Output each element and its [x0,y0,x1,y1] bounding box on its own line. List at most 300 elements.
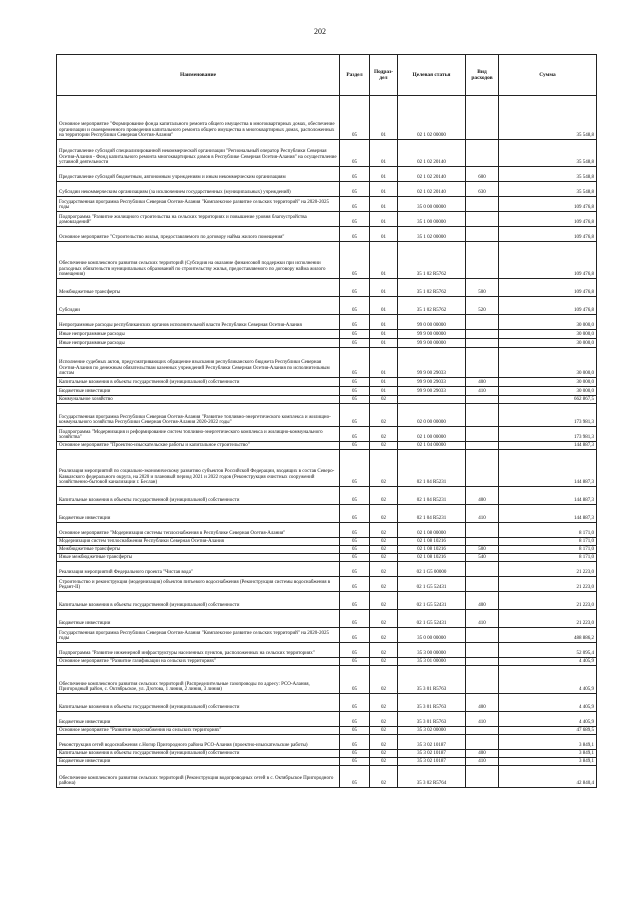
cell-section: 05 [340,505,370,523]
cell-subsection: 02 [370,546,398,554]
cell-section: 05 [340,279,370,297]
cell-subsection: 01 [370,387,398,396]
cell-name: Непрограммные расходы республиканских органов исполнительной власти Республики Северная Осетия-Алания [57,315,340,330]
table-row [57,404,597,427]
table-row [57,735,597,750]
table-header-row [57,55,597,96]
cell-target-article: 35 3 02 10187 [398,735,466,750]
cell-name: Подпрограмма "Развитие инженерной инфраструктуры населенных пунктов, расположенных на сельских территориях" [57,643,340,658]
cell-name: Государственная программа Республики Северная Осетия-Алания "Комплексное развитие сельских территорий" на 2020-2025 годы [57,197,340,212]
cell-expense-type: 540 [466,554,499,562]
cell-section: 05 [340,643,370,658]
header-section: Раздел [340,55,370,96]
cell-name: Межбюджетные трансферты [57,546,340,554]
cell-name: Капитальные вложения в объекты государственной (муниципальной) собственности [57,378,340,387]
cell-section: 05 [340,197,370,212]
cell-subsection: 01 [370,315,398,330]
cell-target-article: 35 0 00 00000 [398,628,466,643]
cell-target-article: 35 3 01 R5763 [398,666,466,694]
cell-section: 05 [340,96,370,140]
cell-target-article: 35 3 01 R5763 [398,694,466,712]
cell-name: Исполнение судебных актов, предусматривающих обращение взыскания республиканского бюджета Республики Северная Осетия-Алания по денежным обязательствам казенных учреждений Республики Северная Осетия-Алания по исполнительным листам [57,348,340,378]
cell-subsection: 02 [370,554,398,562]
cell-expense-type [466,212,499,227]
cell-expense-type [466,666,499,694]
cell-target-article: 02 1 G5 00000 [398,562,466,577]
cell-target-article: 02 1 G5 52431 [398,577,466,592]
cell-target-article: 02 1 08 00000 [398,523,466,538]
cell-expense-type [466,450,499,487]
cell-subsection: 02 [370,766,398,788]
cell-expense-type: 600 [466,167,499,182]
cell-amount: 30 000,0 [499,387,597,396]
cell-section: 05 [340,712,370,727]
cell-amount: 144 887,3 [499,442,597,450]
cell-section: 05 [340,396,370,404]
cell-amount: 30 000,0 [499,315,597,330]
cell-subsection: 02 [370,712,398,727]
cell-amount: 662 867,5 [499,396,597,404]
cell-section: 05 [340,378,370,387]
cell-expense-type [466,538,499,546]
cell-subsection: 02 [370,487,398,505]
cell-subsection: 01 [370,279,398,297]
cell-amount: 30 000,0 [499,339,597,348]
cell-name: Субсидии некоммерческим организациям (за исключением государственных (муниципальных) учреждений) [57,182,340,197]
cell-target-article: 35 3 02 10187 [398,758,466,766]
cell-amount: 30 000,0 [499,348,597,378]
cell-expense-type [466,427,499,442]
cell-expense-type [466,339,499,348]
cell-expense-type [466,348,499,378]
cell-target-article: 02 1 08 10216 [398,538,466,546]
cell-amount: 42 840,4 [499,766,597,788]
cell-section: 05 [340,315,370,330]
cell-amount: 8 171,0 [499,554,597,562]
table-row [57,666,597,694]
cell-section: 05 [340,628,370,643]
cell-amount: 109 476,8 [499,297,597,315]
cell-expense-type [466,404,499,427]
cell-target-article: 02 1 04 R5231 [398,505,466,523]
cell-expense-type [466,330,499,339]
cell-amount: 4 405,9 [499,712,597,727]
cell-target-article: 02 1 00 00000 [398,427,466,442]
cell-name: Коммунальное хозяйство [57,396,340,404]
table-row [57,297,597,315]
cell-amount: 30 000,0 [499,330,597,339]
cell-section: 05 [340,538,370,546]
cell-name: Бюджетные инвестиции [57,712,340,727]
cell-expense-type [466,96,499,140]
cell-subsection: 02 [370,727,398,735]
cell-subsection: 01 [370,197,398,212]
cell-subsection: 02 [370,450,398,487]
cell-name: Государственная программа Республики Северная Осетия-Алания "Развитие топливно-энергетического комплекса и жилищно-коммунального хозяйства Республики Северная Осетия-Алания 2020-2022 годы" [57,404,340,427]
cell-section: 05 [340,727,370,735]
cell-expense-type [466,658,499,666]
cell-expense-type: 410 [466,712,499,727]
cell-target-article: 35 3 02 10187 [398,750,466,758]
cell-subsection: 02 [370,658,398,666]
cell-target-article: 35 1 02 R5762 [398,297,466,315]
cell-target-article: 35 3 02 00000 [398,727,466,735]
cell-subsection: 02 [370,538,398,546]
cell-amount: 21 223,0 [499,610,597,628]
cell-section: 05 [340,297,370,315]
cell-section: 05 [340,694,370,712]
table-row [57,727,597,735]
cell-target-article: 99 9 00 00000 [398,339,466,348]
cell-target-article: 02 1 02 20140 [398,167,466,182]
cell-section: 05 [340,562,370,577]
cell-name: Государственная программа Республики Северная Осетия-Алания "Комплексное развитие сельских территорий" на 2020-2025 годы [57,628,340,643]
cell-target-article: 02 1 02 20140 [398,140,466,167]
cell-expense-type [466,227,499,242]
cell-name: Основное мероприятие "Развитие газификации на сельских территориях" [57,658,340,666]
cell-subsection: 02 [370,628,398,643]
cell-target-article: 02 1 04 R5231 [398,450,466,487]
cell-name: Подпрограмма "Модернизация и реформирование систем топливно-энергетического комплекса и жилищно-коммунального хозяйства" [57,427,340,442]
cell-target-article: 02 1 04 R5231 [398,487,466,505]
table-row [57,140,597,167]
table-row [57,766,597,788]
table-row [57,450,597,487]
cell-name: Предоставление субсидий бюджетным, автономным учреждениям и иным некоммерческим организациям [57,167,340,182]
cell-section: 05 [340,766,370,788]
table-row [57,487,597,505]
cell-subsection: 02 [370,750,398,758]
cell-subsection: 01 [370,330,398,339]
cell-amount: 109 476,8 [499,227,597,242]
cell-target-article [398,396,466,404]
cell-name: Реализация мероприятий Федерального проекта "Чистая вода" [57,562,340,577]
cell-expense-type [466,628,499,643]
cell-amount: 144 887,3 [499,505,597,523]
cell-subsection: 02 [370,666,398,694]
cell-section: 05 [340,450,370,487]
page-number: 202 [314,27,326,36]
cell-expense-type [466,442,499,450]
table-row [57,167,597,182]
header-name: Наименование [57,55,340,96]
cell-expense-type: 500 [466,546,499,554]
cell-section: 05 [340,140,370,167]
cell-name: Капитальные вложения в объекты государственной (муниципальной) собственности [57,750,340,758]
cell-subsection: 01 [370,140,398,167]
cell-name: Реконструкция сетей водоснабжения с.Ногир Пригородного района РСО-Алания (проектно-изыскательские работы) [57,735,340,750]
cell-section: 05 [340,387,370,396]
budget-table [56,54,597,788]
cell-subsection: 02 [370,735,398,750]
cell-section: 05 [340,227,370,242]
cell-amount: 35 548,8 [499,140,597,167]
cell-name: Иные межбюджетные трансферты [57,554,340,562]
cell-section: 05 [340,610,370,628]
cell-subsection: 02 [370,610,398,628]
cell-amount: 30 000,0 [499,378,597,387]
cell-amount: 173 981,3 [499,404,597,427]
table-row [57,628,597,643]
cell-target-article: 35 3 01 00000 [398,658,466,666]
table-row [57,505,597,523]
cell-amount: 173 981,3 [499,427,597,442]
cell-target-article: 02 1 G5 52431 [398,610,466,628]
table-row [57,227,597,242]
table-row [57,523,597,538]
table-row [57,378,597,387]
cell-subsection: 02 [370,505,398,523]
cell-target-article: 99 9 00 29033 [398,378,466,387]
cell-expense-type: 520 [466,297,499,315]
table-row [57,546,597,554]
table-row [57,348,597,378]
cell-name: Капитальные вложения в объекты государственной (муниципальной) собственности [57,592,340,610]
table-row [57,577,597,592]
cell-target-article: 02 0 00 00000 [398,404,466,427]
table-row [57,96,597,140]
cell-name: Бюджетные инвестиции [57,505,340,523]
cell-expense-type: 500 [466,279,499,297]
cell-amount: 3 849,1 [499,750,597,758]
cell-amount: 4 405,9 [499,658,597,666]
cell-subsection: 02 [370,694,398,712]
cell-expense-type [466,577,499,592]
table-row [57,592,597,610]
cell-name: Основное мероприятие "Развитие водоснабжения на сельских территориях" [57,727,340,735]
cell-target-article: 35 1 00 00000 [398,212,466,227]
cell-amount: 47 689,5 [499,727,597,735]
cell-amount: 4 405,9 [499,666,597,694]
table-body [57,96,597,788]
cell-subsection: 01 [370,212,398,227]
cell-subsection: 01 [370,297,398,315]
cell-expense-type [466,140,499,167]
table-row [57,315,597,330]
cell-subsection: 01 [370,167,398,182]
table-row [57,562,597,577]
cell-target-article: 99 0 00 00000 [398,315,466,330]
cell-amount: 109 476,8 [499,242,597,279]
cell-name: Бюджетные инвестиции [57,387,340,396]
cell-expense-type [466,197,499,212]
table-row [57,658,597,666]
cell-target-article: 35 1 02 00000 [398,227,466,242]
cell-amount: 21 223,0 [499,592,597,610]
cell-amount: 8 171,0 [499,523,597,538]
cell-amount: 109 476,8 [499,197,597,212]
cell-subsection: 01 [370,378,398,387]
cell-expense-type: 630 [466,182,499,197]
cell-target-article: 99 9 00 29033 [398,348,466,378]
cell-target-article: 02 1 04 00000 [398,442,466,450]
cell-target-article: 35 3 00 00000 [398,643,466,658]
cell-amount: 488 886,2 [499,628,597,643]
cell-section: 05 [340,404,370,427]
cell-name: Обеспечение комплексного развития сельских территорий (Реконструкция водопроводных сетей в с. Октябрьское Пригородного района) [57,766,340,788]
header-subsection: Подраз-дел [370,55,398,96]
table-row [57,694,597,712]
cell-expense-type [466,643,499,658]
header-amount: Сумма [499,55,597,96]
cell-subsection: 01 [370,182,398,197]
cell-amount: 3 849,1 [499,758,597,766]
cell-expense-type: 410 [466,387,499,396]
cell-section: 05 [340,182,370,197]
cell-name: Капитальные вложения в объекты государственной (муниципальной) собственности [57,487,340,505]
cell-amount: 21 223,0 [499,562,597,577]
cell-amount: 109 476,8 [499,279,597,297]
cell-name: Иные непрограммные расходы [57,339,340,348]
cell-amount: 35 548,8 [499,182,597,197]
cell-section: 05 [340,523,370,538]
cell-name: Обеспечение комплексного развития сельских территорий (Распределительные газопроводы по адресу: РСО-Алания, Пригородный район, с. Октябрьское, ул. Дзотова, 1 линия, 2 линия, 3 линия) [57,666,340,694]
cell-expense-type [466,766,499,788]
cell-section: 05 [340,546,370,554]
cell-expense-type [466,562,499,577]
cell-target-article: 35 3 02 R5764 [398,766,466,788]
cell-subsection: 01 [370,339,398,348]
cell-target-article: 02 1 08 10216 [398,546,466,554]
cell-amount: 144 887,3 [499,487,597,505]
cell-section: 05 [340,242,370,279]
cell-name: Капитальные вложения в объекты государственной (муниципальной) собственности [57,694,340,712]
cell-target-article: 02 1 G5 52431 [398,592,466,610]
cell-name: Обеспечение комплексного развития сельских территорий (Субсидия на оказание финансовой поддержки при исполнении расходных обязательств муниципальных образований по строительству жилья, предоставляемого по договору найма жилого помещения) [57,242,340,279]
table-row [57,387,597,396]
header-target-article: Целевая статья [398,55,466,96]
cell-expense-type: 400 [466,378,499,387]
cell-target-article: 35 3 01 R5763 [398,712,466,727]
cell-subsection: 02 [370,643,398,658]
cell-expense-type: 410 [466,758,499,766]
cell-subsection: 01 [370,242,398,279]
cell-section: 05 [340,758,370,766]
cell-name: Субсидии [57,297,340,315]
cell-target-article: 99 9 00 29033 [398,387,466,396]
cell-subsection: 02 [370,404,398,427]
cell-name: Основное мероприятие "Формирование фонда капитального ремонта общего имущества в многоквартирных домах, обеспечение организации и своевременного проведения капитального ремонта общего имущества в многоквартирных домах, расположенных на территории Республики Северная Осетия-Алания" [57,96,340,140]
cell-expense-type [466,727,499,735]
cell-amount: 35 548,8 [499,96,597,140]
cell-name: Строительство и реконструкция (модернизация) объектов питьевого водоснабжения (Реконструкция системы водоснабжения в Редант-II) [57,577,340,592]
cell-name: Модернизация систем теплоснабжения Республики Северная Осетия-Алания [57,538,340,546]
cell-subsection: 01 [370,96,398,140]
cell-target-article: 02 1 08 10216 [398,554,466,562]
cell-expense-type: 410 [466,610,499,628]
cell-name: Реализация мероприятий по социально-экономическому развитию субъектов Российской Федерации, входящих в состав Северо-Кавказского федерального округа, на 2020 и плановый период 2021 и 2022 годов (Реконструкция очистных сооружений хозяйственно-бытовой канализации г. Беслан) [57,450,340,487]
table-row [57,643,597,658]
cell-section: 05 [340,592,370,610]
cell-expense-type: 400 [466,592,499,610]
cell-name: Бюджетные инвестиции [57,758,340,766]
cell-amount: 3 849,1 [499,735,597,750]
cell-section: 05 [340,577,370,592]
cell-section: 05 [340,427,370,442]
cell-name: Подпрограмма "Развитие жилищного строительства на сельских территориях и повышение уровня благоустройства домовладений" [57,212,340,227]
cell-name: Предоставление субсидий специализированной некоммерческой организации "Региональный оператор Республики Северная Осетия-Алания - Фонд капитального ремонта многоквартирных домов в Республике Северная Осетия-Алания" на осуществление уставной деятельности [57,140,340,167]
cell-expense-type: 400 [466,694,499,712]
cell-target-article: 35 1 02 R5762 [398,279,466,297]
cell-expense-type: 410 [466,505,499,523]
table-row [57,182,597,197]
cell-name: Бюджетные инвестиции [57,610,340,628]
cell-section: 05 [340,330,370,339]
cell-section: 05 [340,735,370,750]
header-expense-type: Вид расходов [466,55,499,96]
cell-section: 05 [340,554,370,562]
cell-section: 05 [340,666,370,694]
cell-amount: 4 405,9 [499,694,597,712]
table-row [57,758,597,766]
cell-expense-type: 400 [466,487,499,505]
table-row [57,197,597,212]
cell-amount: 8 171,0 [499,546,597,554]
cell-section: 05 [340,442,370,450]
cell-name: Межбюджетные трансферты [57,279,340,297]
table-row [57,427,597,442]
cell-target-article: 02 1 02 00000 [398,96,466,140]
cell-expense-type [466,396,499,404]
table-row [57,242,597,279]
cell-target-article: 35 1 02 R5762 [398,242,466,279]
table-row [57,330,597,339]
table-row [57,279,597,297]
table-row [57,396,597,404]
cell-target-article: 02 1 02 20140 [398,182,466,197]
cell-name: Основное мероприятие "Модернизация системы теплоснабжения в Республике Северная Осетия-Алания" [57,523,340,538]
cell-amount: 35 548,8 [499,167,597,182]
cell-section: 05 [340,339,370,348]
cell-subsection: 02 [370,562,398,577]
cell-subsection: 02 [370,523,398,538]
cell-section: 05 [340,167,370,182]
table-row [57,339,597,348]
cell-expense-type [466,735,499,750]
cell-amount: 144 887,3 [499,450,597,487]
cell-section: 05 [340,658,370,666]
cell-subsection: 02 [370,396,398,404]
table-row [57,610,597,628]
cell-amount: 8 171,0 [499,538,597,546]
table-row [57,538,597,546]
cell-section: 05 [340,750,370,758]
cell-amount: 21 223,0 [499,577,597,592]
cell-subsection: 01 [370,227,398,242]
cell-amount: 109 476,8 [499,212,597,227]
cell-expense-type [466,523,499,538]
cell-section: 05 [340,212,370,227]
cell-subsection: 02 [370,758,398,766]
cell-section: 05 [340,348,370,378]
cell-target-article: 35 0 00 00000 [398,197,466,212]
cell-subsection: 02 [370,442,398,450]
cell-section: 05 [340,487,370,505]
cell-subsection: 02 [370,577,398,592]
table-row [57,442,597,450]
cell-target-article: 99 9 00 00000 [398,330,466,339]
cell-expense-type: 400 [466,750,499,758]
cell-subsection: 01 [370,348,398,378]
cell-name: Основное мероприятие "Проектно-изыскательские работы и капитальное строительство" [57,442,340,450]
table-row [57,712,597,727]
cell-expense-type [466,242,499,279]
cell-subsection: 02 [370,427,398,442]
cell-subsection: 02 [370,592,398,610]
table-row [57,750,597,758]
cell-name: Основное мероприятие "Строительство жилья, предоставляемого по договору найма жилого помещения" [57,227,340,242]
table-row [57,212,597,227]
